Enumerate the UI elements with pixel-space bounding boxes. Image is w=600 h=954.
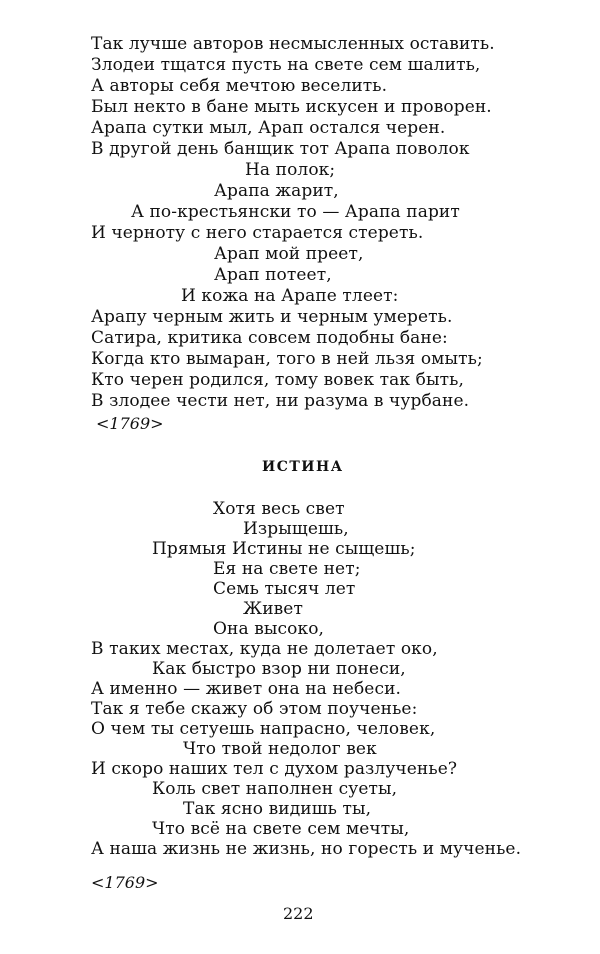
poem-line: Кто черен родился, тому вовек так быть,	[91, 370, 464, 390]
poem-line: А по-крестьянски то — Арапа парит	[131, 202, 460, 222]
poem-date: <1769>	[96, 414, 164, 433]
poem-line: И скоро наших тел с духом разлученье?	[91, 759, 458, 779]
poem-line: В таких местах, куда не долетает око,	[91, 639, 438, 659]
poem-line: И кожа на Арапе тлеет:	[181, 286, 399, 306]
poem-line: Живет	[243, 599, 303, 619]
poem-date: <1769>	[91, 873, 159, 892]
poem-title: ИСТИНА	[262, 459, 344, 475]
poem-line: Арапа сутки мыл, Арап остался черен.	[91, 118, 446, 138]
poem-line: Арап мой преет,	[214, 244, 364, 264]
poem-line: Семь тысяч лет	[213, 579, 356, 599]
poem-line: Как быстро взор ни понеси,	[152, 659, 406, 679]
poem-line: Что твой недолог век	[183, 739, 377, 759]
page-number: 222	[283, 904, 314, 923]
poem-line: Арапу черным жить и черным умереть.	[91, 307, 453, 327]
poem-line: Когда кто вымаран, того в ней льзя омыть;	[91, 349, 483, 369]
poem-line: В другой день банщик тот Арапа поволок	[91, 139, 470, 159]
poem-line: О чем ты сетуешь напрасно, человек,	[91, 719, 436, 739]
poem-line: Хотя весь свет	[213, 499, 345, 519]
poem-line: Так я тебе скажу об этом поученье:	[91, 699, 418, 719]
poem-line: Арап потеет,	[214, 265, 332, 285]
poem-line: Арапа жарит,	[214, 181, 339, 201]
poem-line: И черноту с него старается стереть.	[91, 223, 424, 243]
poem-line: В злодее чести нет, ни разума в чурбане.	[91, 391, 470, 411]
poem-line: А именно — живет она на небеси.	[91, 679, 402, 699]
poem-line: Ея на свете нет;	[213, 559, 361, 579]
poem-line: Изрыщешь,	[243, 519, 349, 539]
poem-line: А наша жизнь не жизнь, но горесть и мученье.	[91, 839, 522, 859]
poem-line: Сатира, критика совсем подобны бане:	[91, 328, 448, 348]
poem-line: Коль свет наполнен суеты,	[152, 779, 398, 799]
poem-line: Злодеи тщатся пусть на свете сем шалить,	[91, 55, 481, 75]
poem-line: Прямыя Истины не сыщешь;	[152, 539, 416, 559]
poem-line: Так ясно видишь ты,	[183, 799, 372, 819]
poem-line: Так лучше авторов несмысленных оставить.	[91, 34, 495, 54]
poem-line: Что всё на свете сем мечты,	[152, 819, 410, 839]
poem-line: А авторы себя мечтою веселить.	[91, 76, 388, 96]
poem-line: Она высоко,	[213, 619, 325, 639]
poem-line: Был некто в бане мыть искусен и проворен.	[91, 97, 492, 117]
poem-line: На полок;	[245, 160, 336, 180]
